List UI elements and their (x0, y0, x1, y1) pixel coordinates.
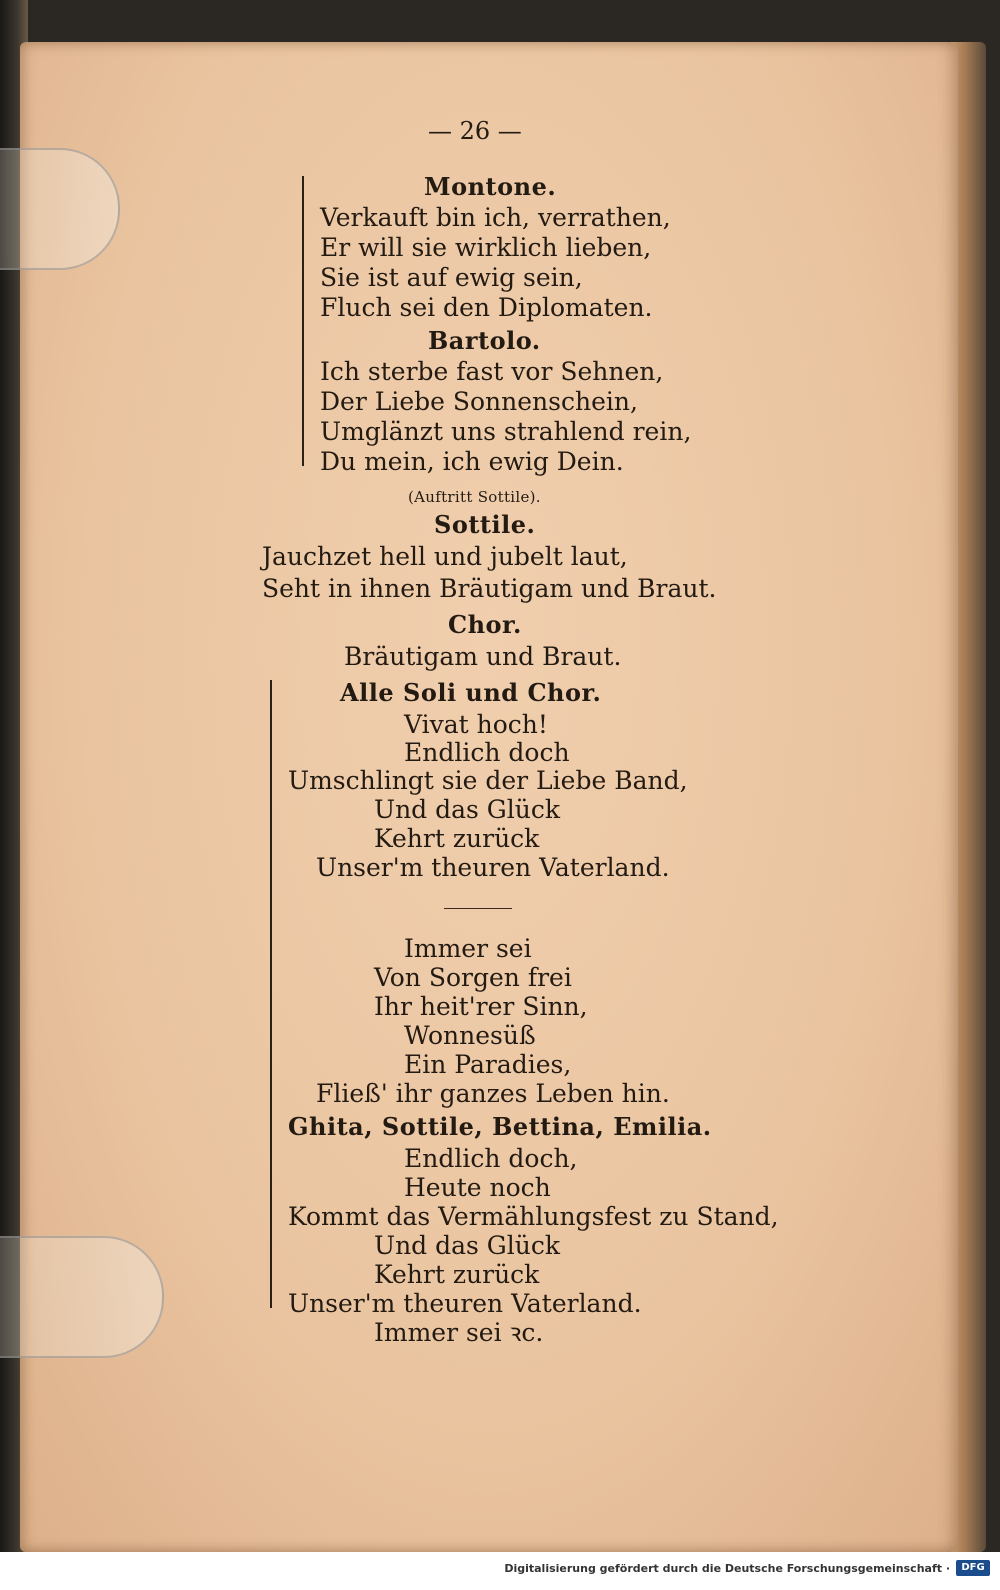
verse-line: Unser'm theuren Vaterland. (316, 853, 670, 882)
verse-line: Und das Glück (374, 1231, 561, 1260)
verse-line: Kehrt zurück (374, 824, 540, 853)
verse-line: Immer sei ꝛc. (374, 1318, 544, 1347)
verse-line: Ihr heit'rer Sinn, (374, 992, 588, 1021)
speaker-sottile: Sottile. (434, 510, 536, 539)
verse-line: Vivat hoch! (404, 710, 548, 739)
verse-line: Unser'm theuren Vaterland. (288, 1289, 642, 1318)
verse-line: Und das Glück (374, 795, 561, 824)
verse-bracket-2 (270, 680, 272, 1308)
speaker-bartolo: Bartolo. (428, 326, 541, 355)
verse-line: Ein Paradies, (404, 1050, 572, 1079)
verse-line: Umglänzt uns strahlend rein, (320, 417, 692, 446)
verse-line: Der Liebe Sonnenschein, (320, 387, 638, 416)
speaker-montone: Montone. (424, 172, 557, 201)
verse-line: Fluch sei den Diplomaten. (320, 293, 653, 322)
verse-line: Heute noch (404, 1173, 551, 1202)
verse-line: Er will sie wirklich lieben, (320, 233, 652, 262)
verse-line: Immer sei (404, 934, 532, 963)
verse-line: Fließ' ihr ganzes Leben hin. (316, 1079, 670, 1108)
verse-line: Umschlingt sie der Liebe Band, (288, 766, 688, 795)
verse-line: Sie ist auf ewig sein, (320, 263, 583, 292)
verse-line: Du mein, ich ewig Dein. (320, 447, 624, 476)
speaker-alle: Alle Soli und Chor. (340, 678, 602, 707)
verse-line: Verkauft bin ich, verrathen, (320, 203, 671, 232)
verse-line: Wonnesüß (404, 1021, 536, 1050)
verse-line: Bräutigam und Braut. (344, 642, 622, 671)
speaker-chor: Chor. (448, 610, 522, 639)
verse-bracket-1 (302, 176, 304, 466)
page-number: — 26 — (428, 117, 522, 145)
digitization-footer (0, 1552, 1000, 1590)
verse-line: Kommt das Vermählungsfest zu Stand, (288, 1202, 779, 1231)
footer-credit: Digitalisierung gefördert durch die Deutsche Forschungsgemeinschaft · (504, 1562, 950, 1575)
speaker-ghita: Ghita, Sottile, Bettina, Emilia. (288, 1112, 712, 1141)
stage-direction: (Auftritt Sottile). (408, 488, 541, 506)
verse-line: Von Sorgen frei (374, 963, 572, 992)
section-divider (444, 908, 512, 909)
verse-line: Endlich doch, (404, 1144, 578, 1173)
verse-line: Kehrt zurück (374, 1260, 540, 1289)
verse-line: Seht in ihnen Bräutigam und Braut. (262, 574, 717, 603)
verse-line: Endlich doch (404, 738, 570, 767)
dfg-logo: DFG (956, 1560, 990, 1576)
verse-line: Jauchzet hell und jubelt laut, (262, 542, 628, 571)
verse-line: Ich sterbe fast vor Sehnen, (320, 357, 664, 386)
